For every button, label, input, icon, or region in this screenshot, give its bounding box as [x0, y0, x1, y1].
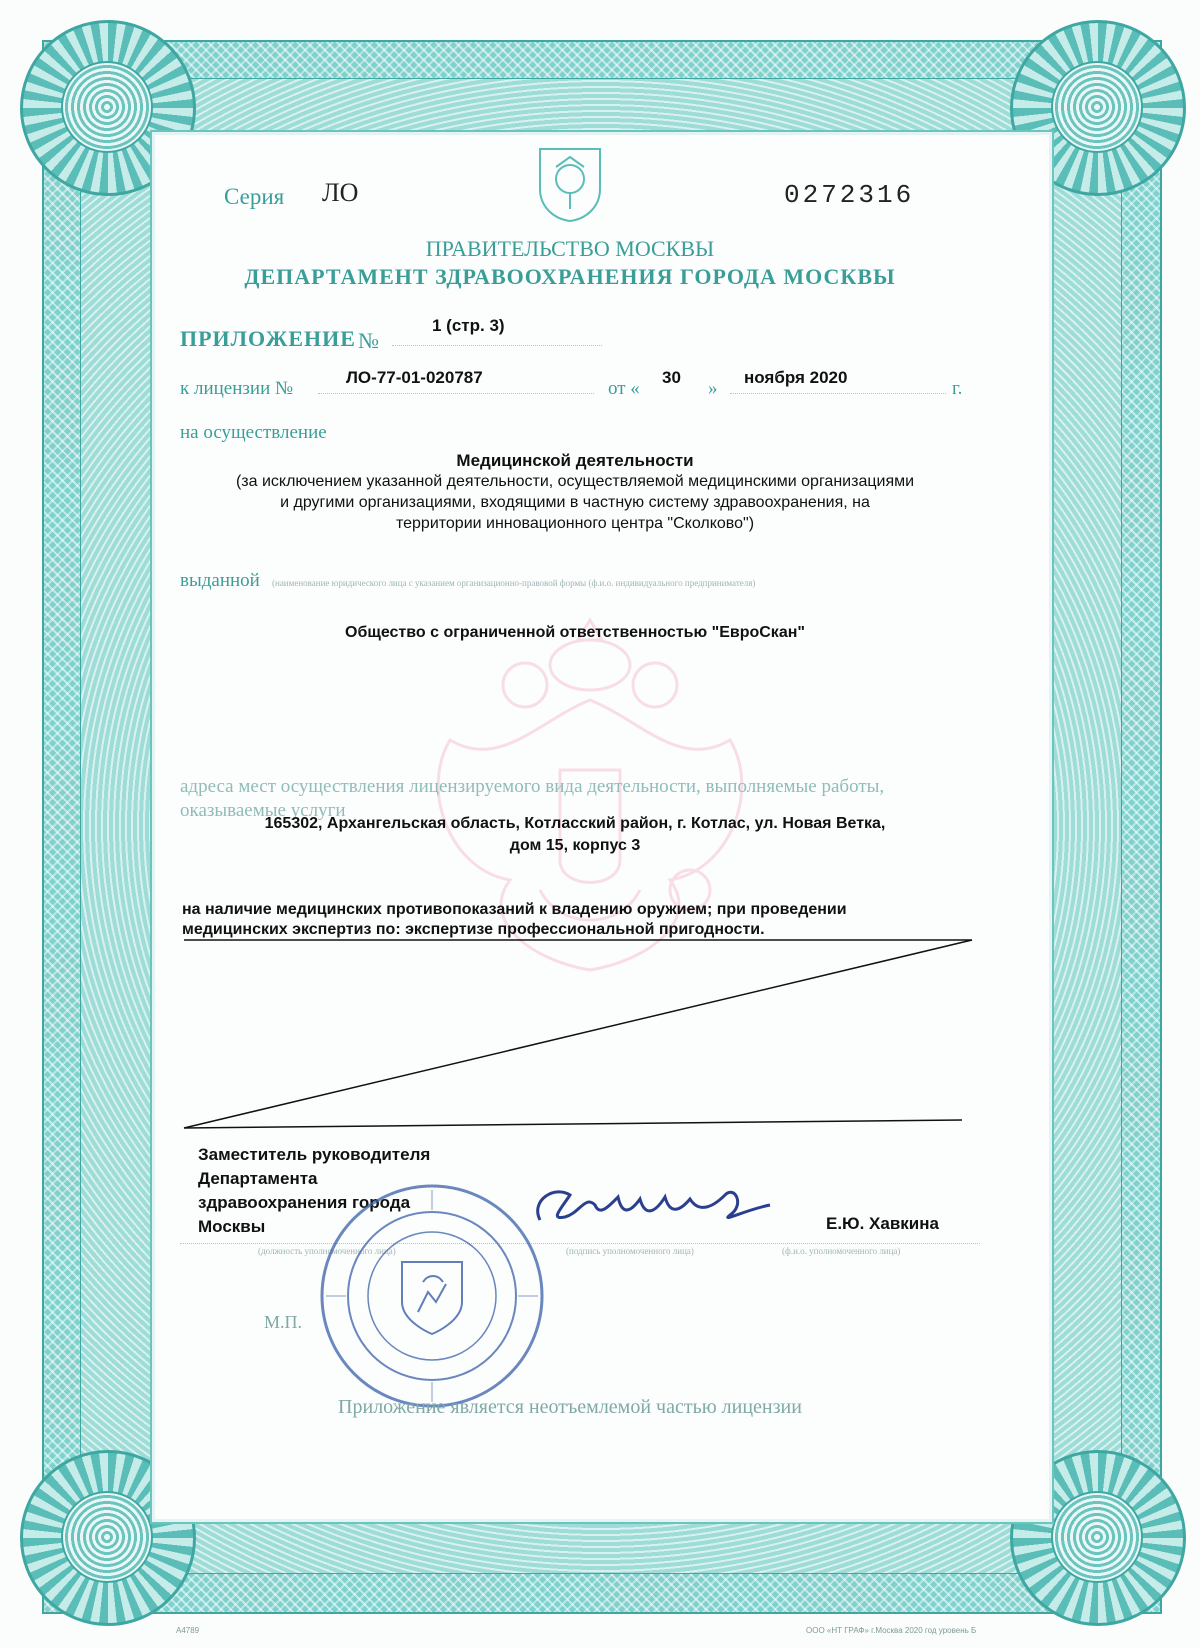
addresses-label-line-1: адреса мест осуществления лицензируемого вида деятельности, выполняемые работы,: [180, 776, 885, 797]
license-date-close-quote: »: [708, 378, 718, 399]
activity-label: на осуществление: [180, 422, 327, 443]
license-day: 30: [662, 368, 681, 387]
hint-signature: (подпись уполномоченного лица): [566, 1246, 694, 1256]
signatory-position-line-2: Департамента: [198, 1169, 318, 1188]
license-label: к лицензии №: [180, 378, 294, 399]
series-value: ЛО: [322, 178, 359, 207]
signatory-position-line-4: Москвы: [198, 1217, 266, 1236]
appendix-footer-note: Приложение является неотъемлемой частью лицензии: [338, 1396, 802, 1418]
organization-name: Общество с ограниченной ответственностью "ЕвроСкан": [345, 624, 805, 641]
hint-name: (ф.и.о. уполномоченного лица): [782, 1246, 901, 1256]
official-seal-stamp: [318, 1182, 546, 1410]
activity-line-1: (за исключением указанной деятельности, осуществляемой медицинскими организациями: [235, 473, 915, 490]
signatory-position-line-3: здравоохранения города: [198, 1193, 411, 1212]
address-line-1: 165302, Архангельская область, Котласский район, г. Котлас, ул. Новая Ветка,: [264, 815, 886, 832]
handwritten-signature: [530, 1175, 780, 1235]
signatory-name: Е.Ю. Хавкина: [826, 1214, 939, 1233]
license-year-suffix: г.: [952, 378, 963, 399]
appendix-label: ПРИЛОЖЕНИЕ: [180, 326, 356, 351]
signatory-position-line-1: Заместитель руководителя: [198, 1145, 431, 1164]
address-line-2: дом 15, корпус 3: [509, 837, 641, 854]
signature-line: [180, 1243, 980, 1244]
hint-position: (должность уполномоченного лица): [258, 1246, 396, 1256]
issued-label: выданной: [180, 570, 260, 591]
form-number: 0272316: [784, 180, 915, 210]
stamp-place-label: М.П.: [264, 1312, 303, 1332]
series-label: Серия: [224, 184, 285, 209]
license-number: ЛО-77-01-020787: [346, 368, 483, 387]
department-title: ДЕПАРТАМЕНТ ЗДРАВООХРАНЕНИЯ ГОРОДА МОСКВЫ: [244, 264, 896, 289]
appendix-number-sign: №: [358, 328, 379, 353]
activity-line-2: и другими организациями, входящими в частную систему здравоохранения, на: [280, 494, 870, 511]
government-title: ПРАВИТЕЛЬСТВО МОСКВЫ: [425, 236, 715, 261]
printer-imprint: ООО «НТ ГРАФ» г.Москва 2020 год уровень Б: [806, 1626, 977, 1635]
works-line-1: на наличие медицинских противопоказаний к владению оружием; при проведении: [182, 901, 847, 918]
form-code: А4789: [176, 1626, 200, 1635]
license-month-year: ноября 2020: [744, 368, 848, 387]
activity-title: Медицинской деятельности: [456, 451, 694, 470]
activity-line-3: территории инновационного центра "Сколково"): [395, 515, 755, 532]
appendix-number: 1 (стр. 3): [432, 316, 505, 335]
addresses-label-line-2: оказываемые услуги: [180, 800, 346, 821]
works-line-2: медицинских экспертиз по: экспертизе профессиональной пригодности.: [182, 921, 765, 938]
license-date-from: от «: [608, 378, 640, 399]
issued-hint: (наименование юридического лица с указанием организационно-правовой формы (ф.и.о. индивидуального предпринимателя): [272, 578, 756, 588]
